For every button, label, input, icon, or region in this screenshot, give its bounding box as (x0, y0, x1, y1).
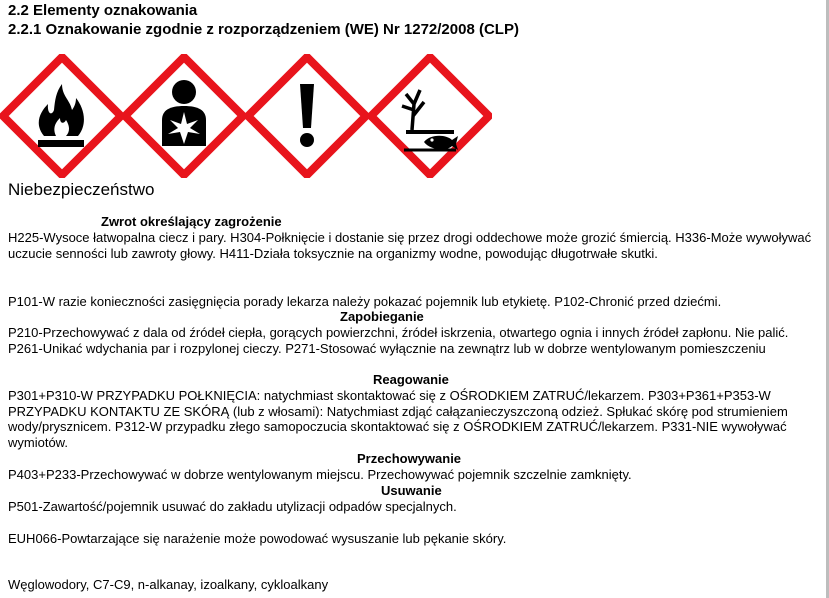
section-subheading: 2.2.1 Oznakowanie zgodnie z rozporządzeniem (WE) Nr 1272/2008 (CLP) (8, 21, 519, 38)
storage-title: Przechowywanie (357, 451, 462, 466)
health-hazard-icon (122, 54, 246, 178)
euh-statement: EUH066-Powtarzające się narażenie może powodować wysuszanie lub pękanie skóry. (8, 531, 507, 546)
disposal-title: Usuwanie (381, 483, 442, 498)
response-title: Reagowanie (373, 372, 449, 387)
environment-icon (368, 54, 492, 178)
ghs07-exclamation-pictogram (245, 54, 369, 178)
flame-icon (0, 54, 124, 178)
ghs09-environment-pictogram (368, 54, 492, 178)
response-statements: P301+P310-W PRZYPADKU POŁKNIĘCIA: natychmiast skontaktować się z OŚRODKIEM ZATRUĆ/lekarzem. P303+P361+P353-W PRZYPADKU KONTAKTU ZE SKÓRĄ (lub z włosami): Natychmiast zdjąć całązanieczyszczoną odzież. Spłukać skórę pod strumieniem wody/prysznicem. P312-W przypadku złego samopoczucia skontaktować się z OŚRODKIEM ZATRUĆ/lekarzem. P331-NIE wywoływać wymiotów. (8, 388, 788, 450)
ghs08-health-hazard-pictogram (122, 54, 246, 178)
ghs02-flame-pictogram (0, 54, 124, 178)
prevention-statements: P210-Przechowywać z dala od źródeł ciepła, gorących powierzchni, źródeł iskrzenia, otwartego ognia i innych źródeł zapłonu. Nie palić. P261-Unikać wdychania par i rozpylonej cieczy. P271-Stosować wyłącznie na zewnątrz lub w dobrze wentylowanym pomieszczeniu (8, 325, 789, 356)
hazard-statements-title: Zwrot określający zagrożenie (101, 214, 282, 229)
ingredients-list: Węglowodory, C7-C9, n-alkanay, izoalkany, cykloalkany (8, 577, 329, 592)
hazard-statements: H225-Wysoce łatwopalna ciecz i pary. H304-Połknięcie i dostanie się przez drogi oddechowe może grozić śmiercią. H336-Może wywoływać uczucie senności lub zawroty głowy. H411-Działa toksycznie na organizmy wodne, powodując długotrwałe skutki. (8, 230, 812, 261)
exclamation-icon (245, 54, 369, 178)
storage-statements: P403+P233-Przechowywać w dobrze wentylowanym miejscu. Przechowywać pojemnik szczelnie zamknięty. (8, 467, 632, 482)
section-heading: 2.2 Elementy oznakowania (8, 2, 198, 19)
signal-word: Niebezpieczeństwo (8, 180, 155, 199)
general-precautions: P101-W razie konieczności zasięgnięcia porady lekarza należy pokazać pojemnik lub etykietę. P102-Chronić przed dziećmi. (8, 294, 722, 309)
prevention-title: Zapobieganie (340, 309, 424, 324)
disposal-statements: P501-Zawartość/pojemnik usuwać do zakładu utylizacji odpadów specjalnych. (8, 499, 457, 514)
